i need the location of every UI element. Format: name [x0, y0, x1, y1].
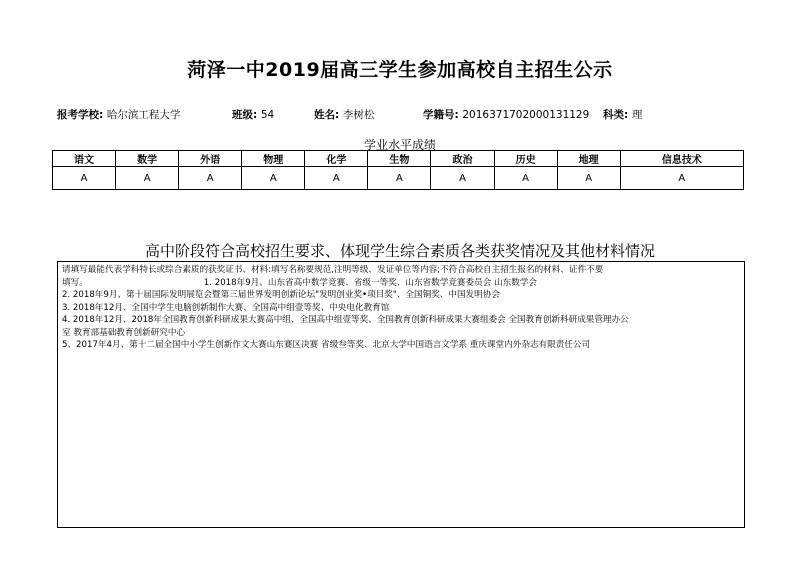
subject-header: 语文: [53, 151, 116, 167]
grade-cell: A: [431, 167, 494, 190]
student-id-label: 学籍号:: [423, 109, 459, 121]
grades-table: [52, 150, 744, 190]
grades-value-row: [53, 167, 744, 190]
school-field: [57, 107, 180, 121]
grade-cell: A: [242, 167, 305, 190]
grade-cell: A: [116, 167, 179, 190]
award-item: 5、2017年4月、第十二届全国中小学生创新作文大赛山东赛区决赛 省级叁等奖、北京大学中国语言文学系 重庆课堂内外杂志有限责任公司: [62, 340, 591, 350]
subject-header: 数学: [116, 151, 179, 167]
school-value: 哈尔滨工程大学: [106, 109, 181, 121]
name-field: [314, 107, 374, 121]
track-value: 理: [631, 109, 643, 121]
student-id-field: [423, 107, 589, 121]
school-label: 报考学校:: [57, 109, 104, 121]
subject-header: 政治: [431, 151, 494, 167]
subject-header: 化学: [305, 151, 368, 167]
award-item: 3. 2018年12月、全国中学生电脑创新制作大赛、全国高中组壹等奖、中央电化教育馆: [62, 302, 390, 313]
subject-header: 地理: [557, 151, 620, 167]
grades-header-row: [53, 151, 744, 167]
grade-cell: A: [53, 167, 116, 190]
grade-cell: A: [179, 167, 242, 190]
name-value: 李树松: [342, 109, 375, 121]
award-item: 4. 2018年12月、2018年全国教育创新科研成果大赛高中组、全国高中组壹等奖、全国教育创新科研成果大赛组委会 全国教育创新科研成果管理办公: [62, 315, 629, 325]
awards-instructions-end: 填写。: [62, 277, 88, 288]
track-label: 科类:: [603, 109, 629, 121]
grades-title: 学业水平成绩: [363, 138, 436, 152]
awards-instructions-cont: [62, 277, 740, 290]
grade-cell: A: [368, 167, 431, 190]
awards-box: [57, 261, 745, 528]
grade-cell: A: [494, 167, 557, 190]
award-item-cont: 室 教育部基础教育创新研究中心: [62, 327, 186, 338]
grade-cell: A: [557, 167, 620, 190]
award-item: 2. 2018年9月、第十届国际发明展览会暨第三届世界发明创新论坛"发明创业奖•项目奖"、全国铜奖、中国发明协会: [62, 290, 500, 300]
subject-header: 物理: [242, 151, 305, 167]
student-id-value: 2016371702000131129: [462, 109, 590, 121]
page-title: 菏泽一中2019届高三学生参加高校自主招生公示: [187, 59, 613, 81]
award-item: 1. 2018年9月、山东省高中数学竞赛、省级一等奖、山东省数学竞赛委员会 山东数学会: [203, 277, 537, 288]
grade-cell: A: [620, 167, 743, 190]
class-label: 班级:: [232, 109, 258, 121]
subject-header: 历史: [494, 151, 557, 167]
awards-section-title: 高中阶段符合高校招生要求、体现学生综合素质各类获奖情况及其他材料情况: [144, 242, 655, 260]
name-label: 姓名:: [314, 109, 340, 121]
subject-header: 生物: [368, 151, 431, 167]
awards-instructions: 请填写最能代表学科特长或综合素质的获奖证书、材料:填写名称要规范,注明等级、发证单位等内容;不符合高校自主招生报名的材料、证件不要: [62, 265, 604, 275]
track-field: [603, 107, 642, 121]
class-field: [232, 107, 274, 121]
grade-cell: A: [305, 167, 368, 190]
class-value: 54: [260, 109, 275, 121]
subject-header: 外语: [179, 151, 242, 167]
subject-header: 信息技术: [620, 151, 743, 167]
